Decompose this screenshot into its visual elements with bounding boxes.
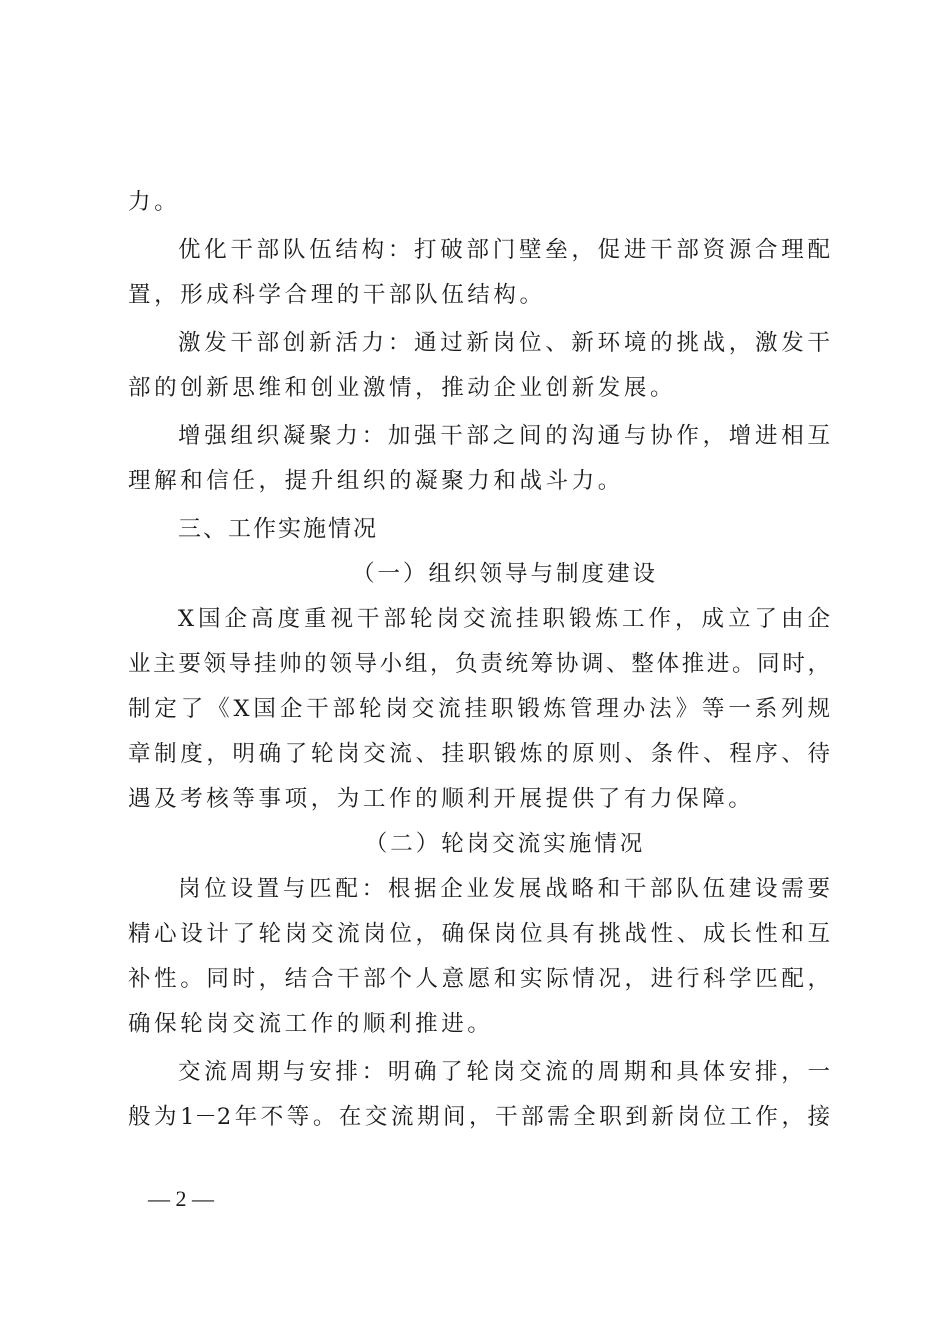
paragraph-line: 业主要领导挂帅的领导小组，负责统筹协调、整体推进。同时， bbox=[128, 651, 830, 677]
subsection-heading: （二）轮岗交流实施情况 bbox=[364, 831, 646, 857]
paragraph-line: 优化干部队伍结构：打破部门壁垒，促进干部资源合理配 bbox=[178, 237, 830, 263]
paragraph-line: 章制度，明确了轮岗交流、挂职锻炼的原则、条件、程序、待 bbox=[128, 741, 830, 767]
paragraph-line: 增强组织凝聚力：加强干部之间的沟通与协作，增进相互 bbox=[178, 423, 830, 449]
page-number: — 2 — bbox=[148, 1186, 214, 1211]
paragraph-line: 般为1－2年不等。在交流期间，干部需全职到新岗位工作，接 bbox=[128, 1104, 830, 1130]
paragraph-line: 精心设计了轮岗交流岗位，确保岗位具有挑战性、成长性和互 bbox=[128, 921, 830, 947]
paragraph-line: 力。 bbox=[128, 189, 181, 215]
paragraph-line: 岗位设置与匹配：根据企业发展战略和干部队伍建设需要 bbox=[178, 876, 830, 902]
paragraph-line: 交流周期与安排：明确了轮岗交流的周期和具体安排，一 bbox=[178, 1059, 830, 1085]
document-body bbox=[128, 180, 830, 1140]
paragraph-line: 制定了《X国企干部轮岗交流挂职锻炼管理办法》等一系列规 bbox=[128, 696, 830, 722]
subsection-heading: （一）组织领导与制度建设 bbox=[351, 561, 658, 587]
paragraph-line: 部的创新思维和创业激情，推动企业创新发展。 bbox=[128, 375, 677, 401]
paragraph-line: 遇及考核等事项，为工作的顺利开展提供了有力保障。 bbox=[128, 786, 755, 812]
paragraph-line: 置，形成科学合理的干部队伍结构。 bbox=[128, 282, 546, 308]
paragraph-line: 理解和信任，提升组织的凝聚力和战斗力。 bbox=[128, 468, 624, 494]
paragraph-line: X国企高度重视干部轮岗交流挂职锻炼工作，成立了由企 bbox=[178, 606, 830, 632]
section-heading: 三、工作实施情况 bbox=[178, 516, 378, 542]
paragraph-line: 确保轮岗交流工作的顺利推进。 bbox=[128, 1011, 494, 1037]
paragraph-line: 补性。同时，结合干部个人意愿和实际情况，进行科学匹配， bbox=[128, 966, 830, 992]
paragraph-line: 激发干部创新活力：通过新岗位、新环境的挑战，激发干 bbox=[178, 330, 830, 356]
